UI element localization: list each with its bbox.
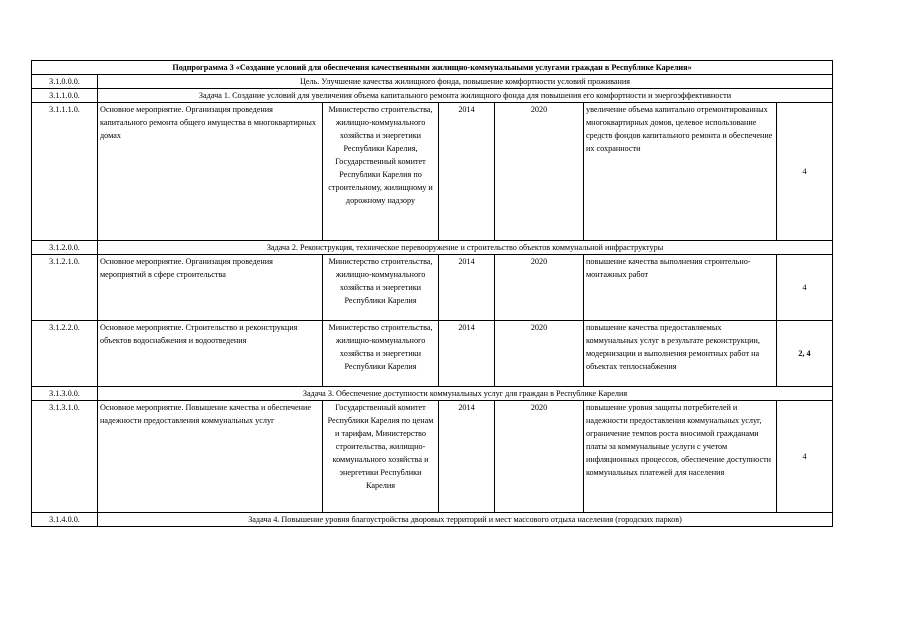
start-year: 2014 bbox=[439, 401, 495, 513]
measure-text: Основное мероприятие. Строительство и реконструкция объектов водоснабжения и водоотведения bbox=[98, 321, 323, 387]
measure-row bbox=[32, 103, 833, 241]
result-text: увеличение объема капитально отремонтированных многоквартирных домов, целевое использование средств фондов капитального ремонта и обеспечение их сохранности bbox=[584, 103, 777, 241]
end-year: 2020 bbox=[495, 401, 584, 513]
document-page bbox=[31, 60, 811, 527]
measure-text: Основное мероприятие. Повышение качества и обеспечение надежности предоставления коммунальных услуг bbox=[98, 401, 323, 513]
subprogram-header-row bbox=[32, 61, 833, 75]
row-code: 3.1.2.0.0. bbox=[32, 241, 98, 255]
row-code: 3.1.0.0.0. bbox=[32, 75, 98, 89]
task-row bbox=[32, 513, 833, 527]
task-text: Задача 3. Обеспечение доступности коммунальных услуг для граждан в Республике Карелия bbox=[98, 387, 833, 401]
row-code: 3.1.1.1.0. bbox=[32, 103, 98, 241]
end-year: 2020 bbox=[495, 255, 584, 321]
task-text: Задача 2. Реконструкция, техническое перевооружение и строительство объектов коммунальной инфраструктуры bbox=[98, 241, 833, 255]
result-text: повышение уровня защиты потребителей и надежности предоставления коммунальных услуг, ограничение темпов роста вносимой гражданами платы за коммунальные услуги с учетом инфляционных процессов, обеспечение доступности коммунальных платежей для населения bbox=[584, 401, 777, 513]
subprogram-title: Подпрограмма 3 «Создание условий для обеспечения качественными жилищно-коммунальными услугами граждан в Республике Карелия» bbox=[32, 61, 833, 75]
measure-row bbox=[32, 401, 833, 513]
end-year: 2020 bbox=[495, 103, 584, 241]
start-year: 2014 bbox=[439, 255, 495, 321]
result-text: повышение качества предоставляемых коммунальных услуг в результате реконструкции, модернизации и выполнения ремонтных работ на объектах теплоснабжения bbox=[584, 321, 777, 387]
executor-text: Министерство строительства, жилищно-коммунального хозяйства и энергетики Республики Карелия bbox=[323, 321, 439, 387]
task-row bbox=[32, 241, 833, 255]
end-year: 2020 bbox=[495, 321, 584, 387]
measure-row bbox=[32, 255, 833, 321]
start-year: 2014 bbox=[439, 321, 495, 387]
task-row bbox=[32, 89, 833, 103]
indicator-value: 4 bbox=[777, 255, 833, 321]
measure-text: Основное мероприятие. Организация проведения мероприятий в сфере строительства bbox=[98, 255, 323, 321]
program-table bbox=[31, 60, 833, 527]
measure-row bbox=[32, 321, 833, 387]
measure-text: Основное мероприятие. Организация проведения капитального ремонта общего имущества в многоквартирных домах bbox=[98, 103, 323, 241]
row-code: 3.1.3.1.0. bbox=[32, 401, 98, 513]
row-code: 3.1.3.0.0. bbox=[32, 387, 98, 401]
indicator-value: 4 bbox=[777, 103, 833, 241]
indicator-value: 2, 4 bbox=[777, 321, 833, 387]
row-code: 3.1.4.0.0. bbox=[32, 513, 98, 527]
task-text: Задача 4. Повышение уровня благоустройства дворовых территорий и мест массового отдыха населения (городских парков) bbox=[98, 513, 833, 527]
start-year: 2014 bbox=[439, 103, 495, 241]
executor-text: Министерство строительства, жилищно-коммунального хозяйства и энергетики Республики Карелия bbox=[323, 255, 439, 321]
result-text: повышение качества выполнения строительно-монтажных работ bbox=[584, 255, 777, 321]
row-code: 3.1.2.2.0. bbox=[32, 321, 98, 387]
goal-text: Цель. Улучшение качества жилищного фонда, повышение комфортности условий проживания bbox=[98, 75, 833, 89]
task-row bbox=[32, 387, 833, 401]
row-code: 3.1.1.0.0. bbox=[32, 89, 98, 103]
executor-text: Государственный комитет Республики Карелия по ценам и тарифам, Министерство строительства, жилищно-коммунального хозяйства и энергетики Республики Карелия bbox=[323, 401, 439, 513]
row-code: 3.1.2.1.0. bbox=[32, 255, 98, 321]
task-text: Задача 1. Создание условий для увеличения объема капитального ремонта жилищного фонда для повышения его комфортности и энергоэффективности bbox=[98, 89, 833, 103]
goal-row bbox=[32, 75, 833, 89]
executor-text: Министерство строительства, жилищно-коммунального хозяйства и энергетики Республики Карелия, Государственный комитет Республики Карелия по строительному, жилищному и дорожному надзору bbox=[323, 103, 439, 241]
indicator-value: 4 bbox=[777, 401, 833, 513]
